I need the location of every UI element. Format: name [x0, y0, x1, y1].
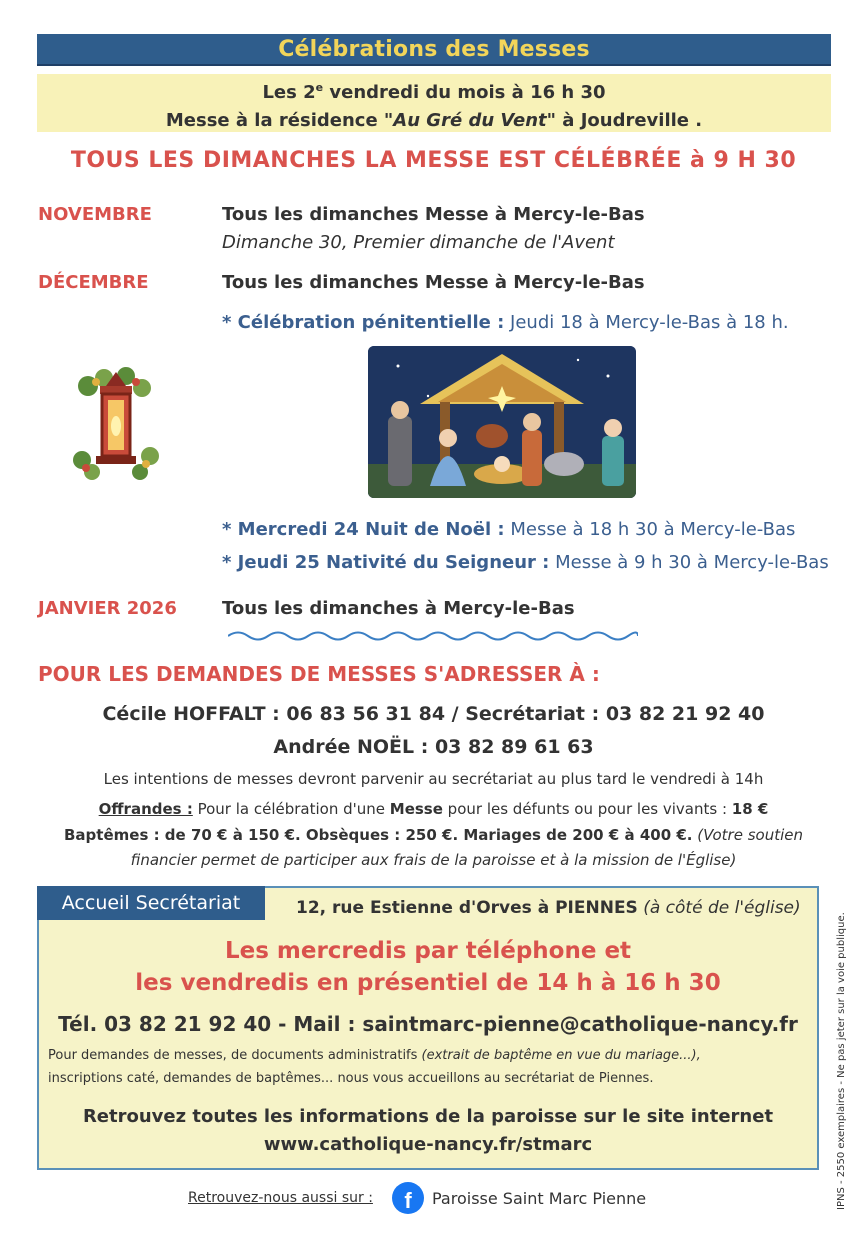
contact-noel: Andrée NOËL : 03 82 89 61 63 [273, 736, 594, 758]
opening-hours-2: les vendredis en présentiel de 14 h à 16 h 30 [135, 970, 721, 996]
accueil-tab: Accueil Secrétariat [37, 886, 265, 920]
opening-hours-1: Les mercredis par téléphone et [224, 938, 632, 964]
website-url[interactable]: www.catholique-nancy.fr/stmarc [263, 1134, 593, 1155]
info-line-2: inscriptions caté, demandes de baptêmes... nous vous accueillons au secrétariat de Piennes. [48, 1071, 654, 1086]
facebook-icon[interactable]: f [392, 1182, 424, 1214]
residence-line-2: Messe à la résidence "Au Gré du Vent" à Joudreville . [165, 110, 703, 131]
follow-us-label: Retrouvez-nous aussi sur : [188, 1190, 373, 1206]
intentions-note: Les intentions de messes devront parvenir au secrétariat au plus tard le vendredi à 14h [103, 770, 764, 788]
month-decembre: DÉCEMBRE [38, 272, 149, 293]
ipns-note: IPNS - 2550 exemplaires - Ne pas jeter sur la voie publique. [836, 912, 847, 1210]
janvier-line-1: Tous les dimanches à Mercy-le-Bas [222, 598, 575, 619]
novembre-line-2: Dimanche 30, Premier dimanche de l'Avent [222, 232, 615, 253]
lantern-illustration [66, 364, 166, 494]
tarifs-line: Baptêmes : de 70 € à 150 €. Obsèques : 250 €. Mariages de 200 € à 400 €. (Votre soutien [64, 826, 803, 844]
tarifs-line-2: financier permet de participer aux frais de la paroisse et à la mission de l'Église) [130, 851, 737, 869]
month-novembre: NOVEMBRE [38, 204, 152, 225]
requests-heading: POUR LES DEMANDES DE MESSES S'ADRESSER À : [38, 662, 600, 686]
page-title: Célébrations des Messes [278, 36, 590, 62]
christmas-eve-mass: * Mercredi 24 Nuit de Noël : Messe à 18 h 30 à Mercy-le-Bas [222, 519, 796, 540]
facebook-page-link[interactable]: Paroisse Saint Marc Pienne [432, 1189, 647, 1208]
month-janvier: JANVIER 2026 [38, 598, 177, 619]
secretariat-address: 12, rue Estienne d'Orves à PIENNES (à côté de l'église) [296, 898, 801, 918]
contact-hoffalt: Cécile HOFFALT : 06 83 56 31 84 / Secrétariat : 03 82 21 92 40 [102, 703, 765, 725]
nativity-mass: * Jeudi 25 Nativité du Seigneur : Messe à 9 h 30 à Mercy-le-Bas [222, 552, 829, 573]
title-banner [37, 34, 831, 66]
nativity-illustration [368, 346, 636, 498]
residence-box [37, 74, 831, 132]
residence-line-1: Les 2e vendredi du mois à 16 h 30 [262, 81, 606, 103]
decembre-line-1: Tous les dimanches Messe à Mercy-le-Bas [222, 272, 645, 293]
sunday-headline: TOUS LES DIMANCHES LA MESSE EST CÉLÉBRÉE à 9 H 30 [70, 148, 797, 173]
secretariat-contact: Tél. 03 82 21 92 40 - Mail : saintmarc-pienne@catholique-nancy.fr [58, 1012, 798, 1036]
website-line-1: Retrouvez toutes les informations de la paroisse sur le site internet [82, 1106, 774, 1127]
wave-divider [228, 628, 638, 642]
novembre-line-1: Tous les dimanches Messe à Mercy-le-Bas [222, 204, 645, 225]
penitential-celebration: * Célébration pénitentielle : Jeudi 18 à Mercy-le-Bas à 18 h. [222, 312, 789, 333]
offrandes-line: Offrandes : Pour la célébration d'une Messe pour les défunts ou pour les vivants : 18 € [98, 800, 769, 818]
info-line-1: Pour demandes de messes, de documents administratifs (extrait de baptême en vue du mariage...), [48, 1048, 701, 1063]
